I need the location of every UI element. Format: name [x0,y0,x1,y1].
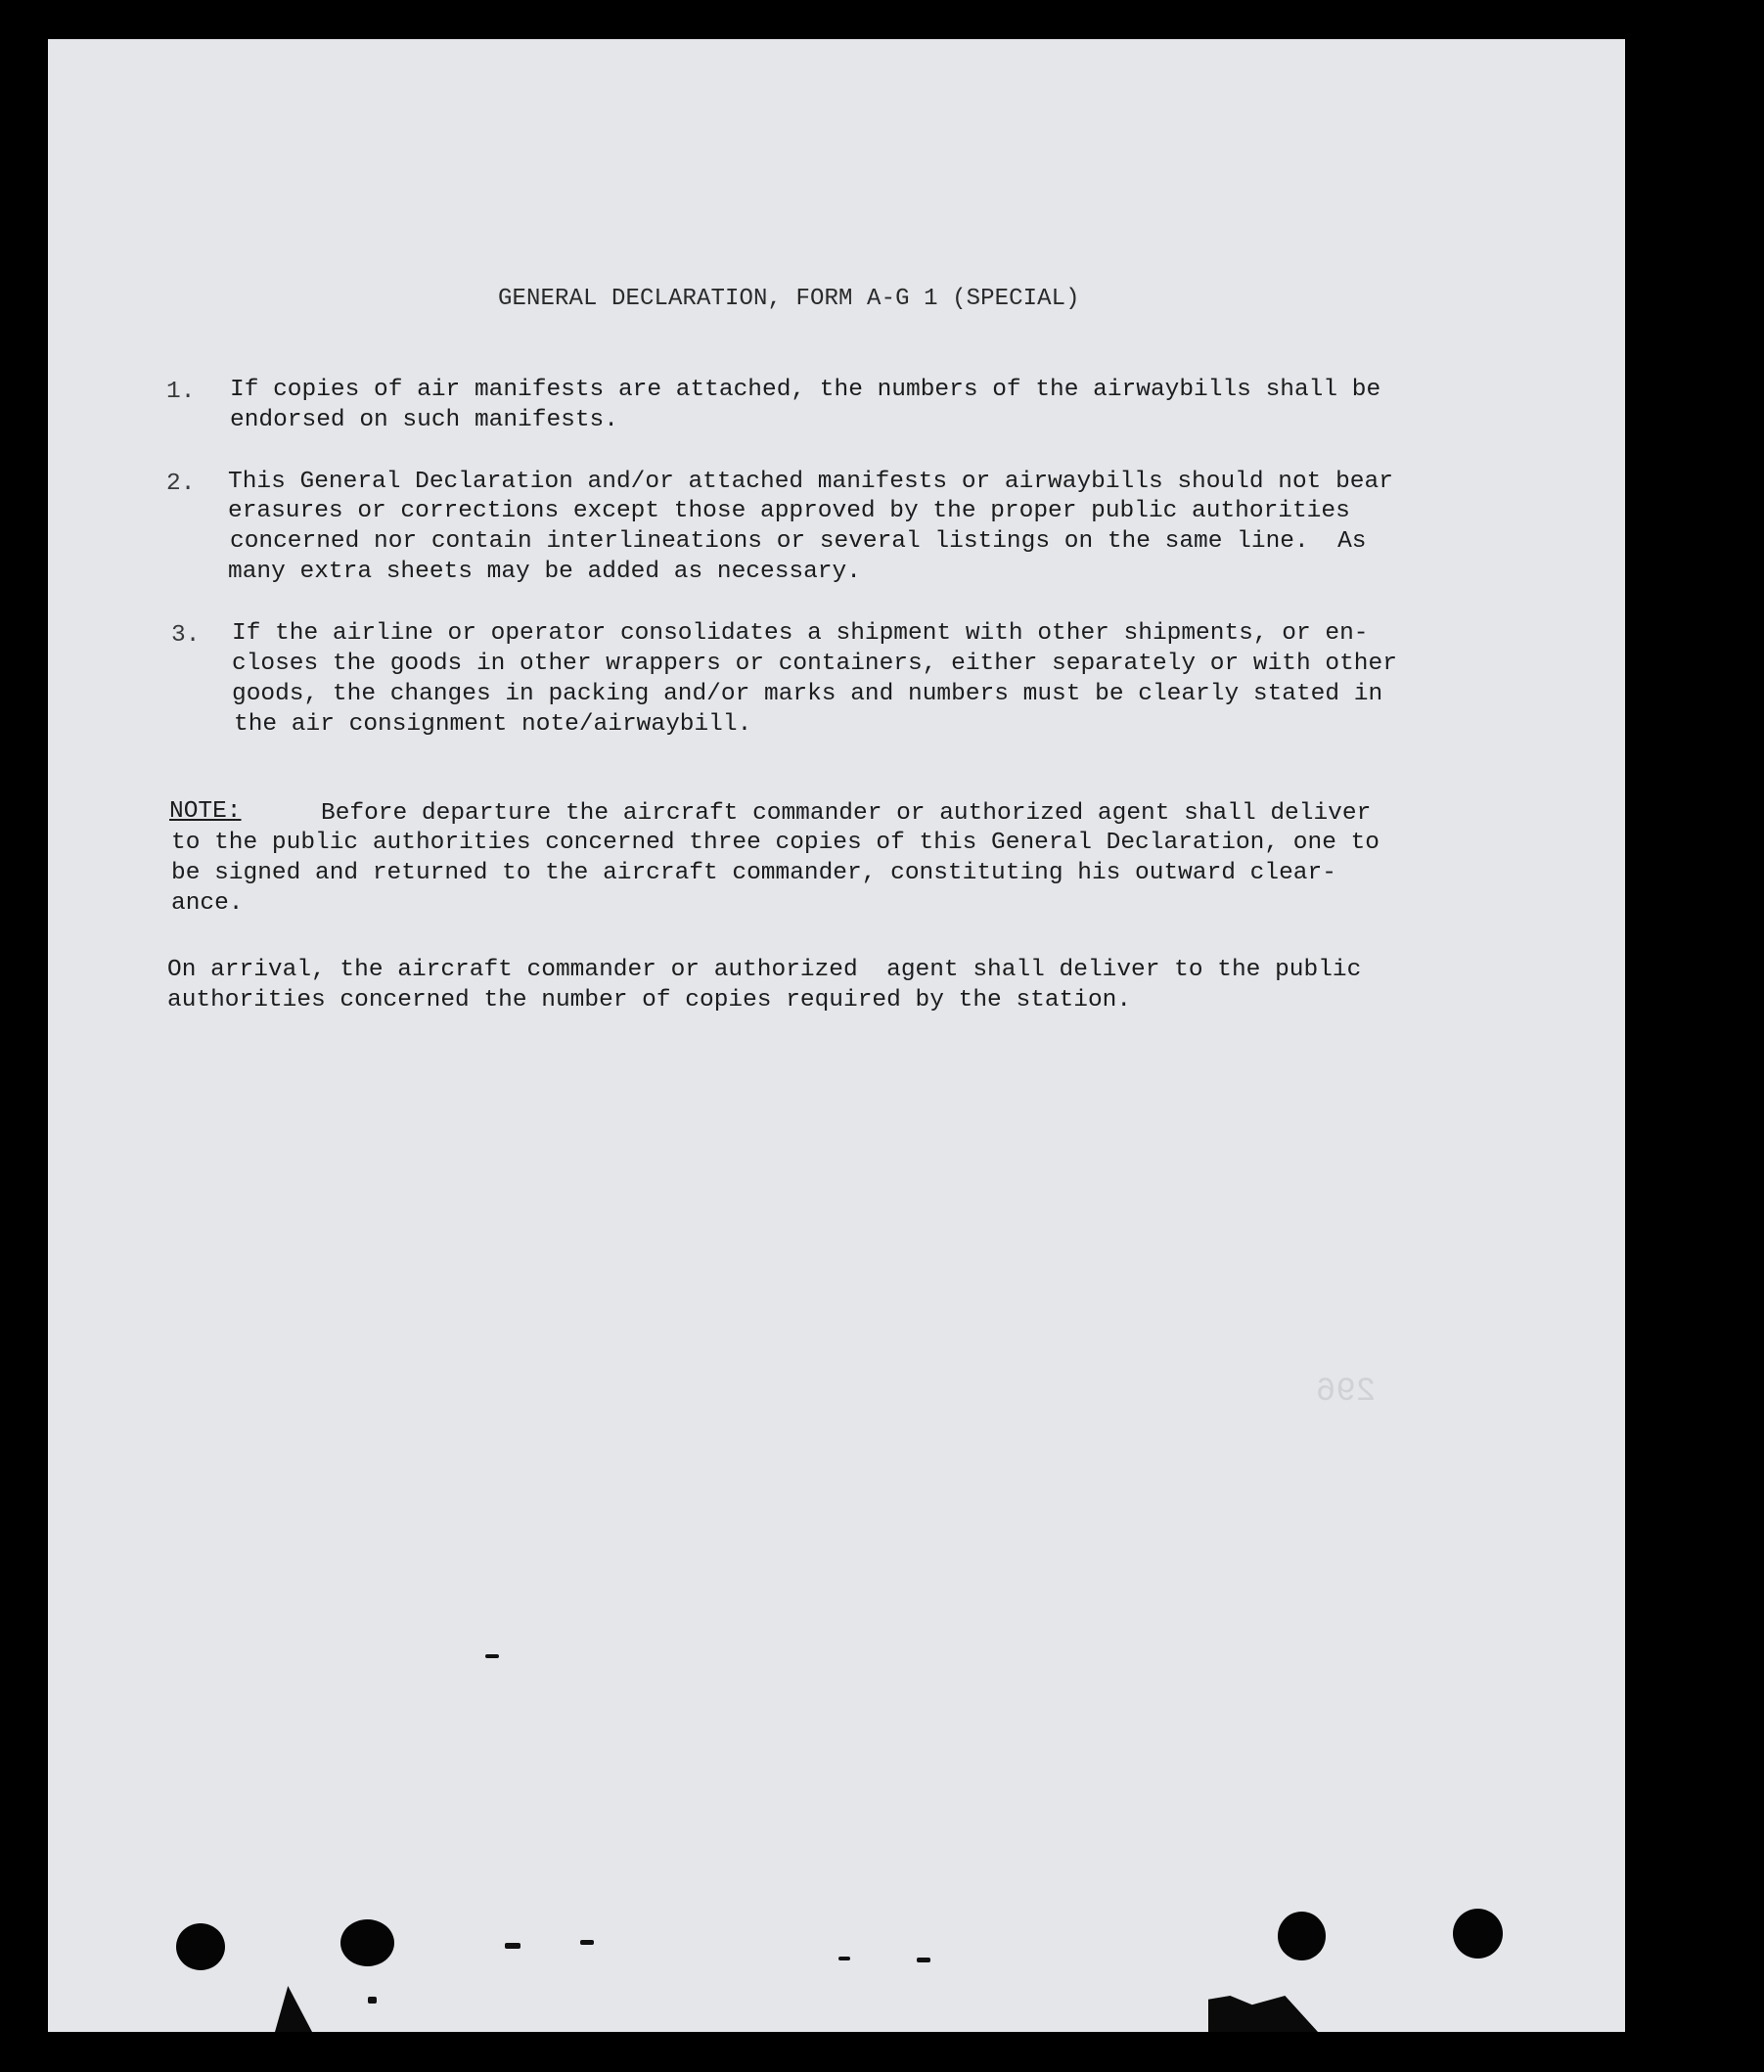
arrival-text-line: authorities concerned the number of copies required by the station. [167,987,1132,1013]
item-number: 1. [166,379,196,405]
item-text-line: concerned nor contain interlineations or several listings on the same line. As [230,528,1367,555]
item-text-line: many extra sheets may be added as necessary. [228,559,861,585]
document-page [48,39,1625,2032]
bleed-through-page-number: 296 [1316,1374,1377,1411]
item-text-line: goods, the changes in packing and/or marks and numbers must be clearly stated in [232,681,1383,707]
page-tear [275,1986,312,2032]
document-title: GENERAL DECLARATION, FORM A-G 1 (SPECIAL) [498,286,1080,312]
speck-mark [485,1654,499,1658]
item-text-line: If the airline or operator consolidates a shipment with other shipments, or en- [232,620,1369,647]
speck-mark [368,1997,377,2004]
note-text-line: Before departure the aircraft commander or authorized agent shall deliver [321,800,1372,827]
item-text-line: This General Declaration and/or attached manifests or airwaybills should not bear [228,469,1393,495]
note-label: NOTE: [169,798,242,825]
punch-hole [1278,1912,1326,1960]
note-text-line: ance. [171,890,244,917]
punch-hole [1453,1909,1503,1959]
item-text-line: If copies of air manifests are attached, the numbers of the airwaybills shall be [230,377,1381,403]
punch-hole [176,1923,225,1970]
arrival-text-line: On arrival, the aircraft commander or authorized agent shall deliver to the public [167,957,1362,983]
item-number: 2. [166,471,196,497]
speck-mark [917,1958,930,1962]
note-text-line: be signed and returned to the aircraft commander, constituting his outward clear- [171,860,1336,886]
speck-mark [505,1943,520,1949]
item-text-line: closes the goods in other wrappers or containers, either separately or with other [232,651,1397,677]
speck-mark [580,1940,594,1945]
item-text-line: endorsed on such manifests. [230,407,618,433]
item-text-line: the air consignment note/airwaybill. [234,711,752,738]
item-number: 3. [171,622,201,649]
page-tear [1208,1996,1318,2032]
punch-hole [340,1919,394,1966]
note-text-line: to the public authorities concerned three copies of this General Declaration, one to [171,830,1380,856]
item-text-line: erasures or corrections except those approved by the proper public authorities [228,498,1350,524]
speck-mark [838,1957,850,1960]
